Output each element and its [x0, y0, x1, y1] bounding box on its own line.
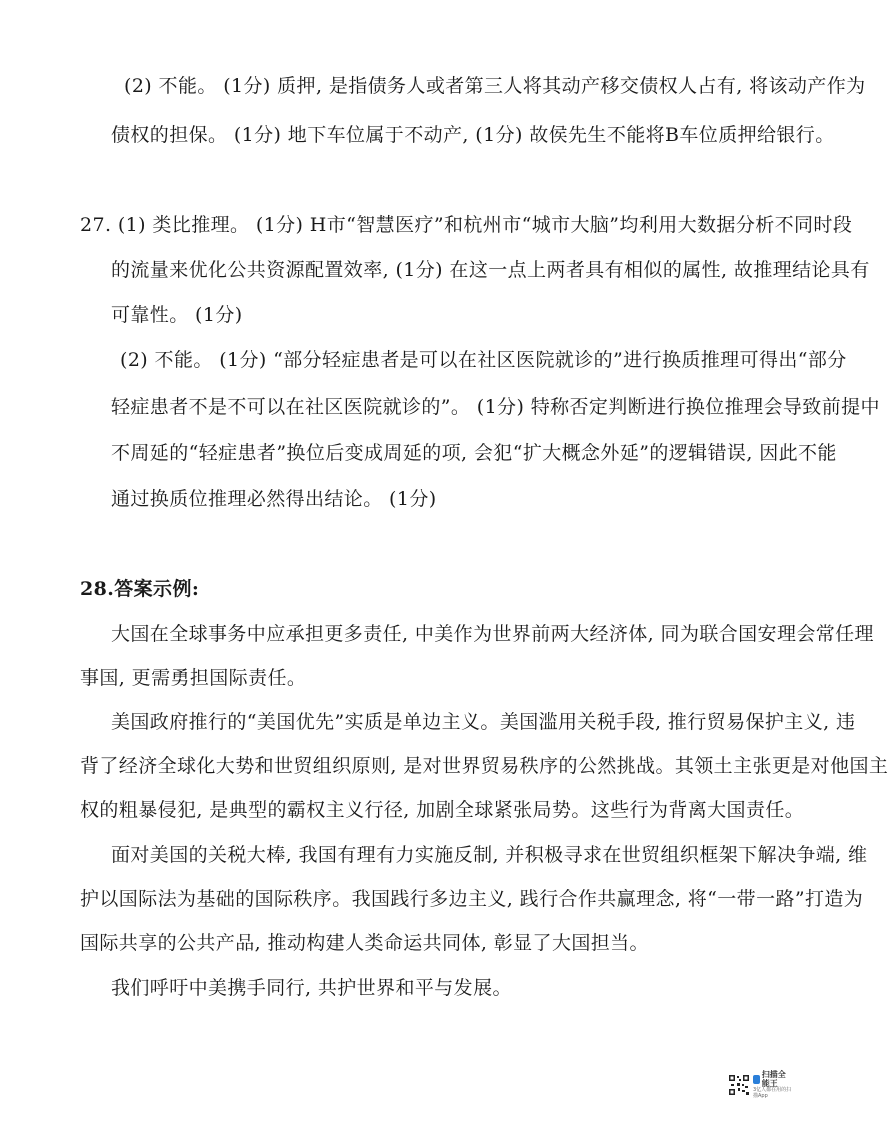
text-line: 事国, 更需勇担国际责任。	[80, 667, 307, 689]
text-line: 面对美国的关税大棒, 我国有理有力实施反制, 并积极寻求在世贸组织框架下解决争端, 维	[111, 844, 868, 866]
qr-code-icon	[728, 1074, 750, 1096]
text-line: 不周延的“轻症患者”换位后变成周延的项, 会犯“扩大概念外延”的逻辑错误, 因此不能	[111, 442, 837, 464]
text-line: 护以国际法为基础的国际秩序。我国践行多边主义, 践行合作共赢理念, 将“一带一路”打造为	[80, 888, 864, 910]
text-line: (2) 不能。 (1分) “部分轻症患者是可以在社区医院就诊的”进行换质推理可得出“部分	[120, 349, 847, 371]
scanner-watermark	[728, 1064, 792, 1106]
camscanner-logo-icon	[753, 1075, 760, 1084]
text-line: (2) 不能。 (1分) 质押, 是指债务人或者第三人将其动产移交债权人占有, 将该动产作为	[124, 75, 866, 97]
text-line: 大国在全球事务中应承担更多责任, 中美作为世界前两大经济体, 同为联合国安理会常任理	[111, 623, 874, 645]
text-line: 可靠性。 (1分)	[111, 304, 243, 326]
text-line: 美国政府推行的“美国优先”实质是单边主义。美国滥用关税手段, 推行贸易保护主义, 违	[111, 711, 856, 733]
badge-title: 扫描全能王	[761, 1069, 786, 1088]
text-line: 国际共享的公共产品, 推动构建人类命运共同体, 彰显了大国担当。	[80, 932, 649, 954]
text-line: 权的粗暴侵犯, 是典型的霸权主义行径, 加剧全球紧张局势。这些行为背离大国责任。	[80, 799, 805, 821]
section-heading: 28.答案示例:	[80, 578, 200, 600]
text-line: 债权的担保。 (1分) 地下车位属于不动产, (1分) 故侯先生不能将B车位质押给银行。	[111, 124, 835, 146]
badge-subtitle: 3亿人都在用的扫描App	[753, 1087, 792, 1099]
text-line: 我们呼吁中美携手同行, 共护世界和平与发展。	[111, 977, 512, 999]
text-line: 通过换质位推理必然得出结论。 (1分)	[111, 488, 437, 510]
text-line: 轻症患者不是不可以在社区医院就诊的”。 (1分) 特称否定判断进行换位推理会导致前提中	[111, 396, 880, 418]
text-line: 背了经济全球化大势和世贸组织原则, 是对世界贸易秩序的公然挑战。其领土主张更是对他国主	[80, 755, 888, 777]
text-line: 27. (1) 类比推理。 (1分) H市“智慧医疗”和杭州市“城市大脑”均利用大数据分析不同时段	[80, 214, 853, 236]
text-line: 的流量来优化公共资源配置效率, (1分) 在这一点上两者具有相似的属性, 故推理结论具有	[111, 259, 870, 281]
